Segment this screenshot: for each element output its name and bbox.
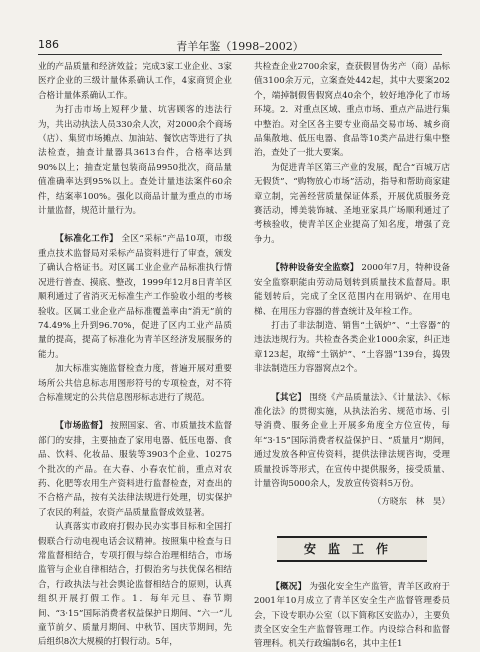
paragraph: 打击了非法制造、销售“土锅炉”、“土容器”的违法违规行为。共检查各类企业1000余家，纠正违章123起，取缔“土锅炉”、“土容器”139台，捣毁非法制造压力容器窝点2个。 [254, 320, 450, 375]
paragraph: 为促进青羊区第三产业的发展，配合“百城万店无假货”、“购物放心市场”活动，指导和帮助商家建章立制，完善经营质量保证体系，开展优质服务竞赛活动，博美装饰城、圣地亚家具广场顺利通过了考核验收，使青羊区企业提高了知名度，增强了竞争力。 [254, 162, 450, 245]
chapter-banner: 安监工作 [277, 536, 427, 562]
paragraph: 共检查企业2700余家，查获假冒伪劣产（商）品标值3100余万元，立案查处442起，其中大要案202个，端掉制假售假窝点40余个，较好地净化了市场环境。2．对重点区域、重点市场、重点产品进行集中整治。对全区各主要专业商品交易市场、城乡商品集散地、低压电器、食品等10类产品进行集中整治，查处了一批大要案。 [254, 62, 450, 159]
section-heading: 【概况】 [271, 581, 307, 592]
paragraph: 业的产品质量和经济效益；完成3家工业企业、3家医疗企业的三级计量体系确认工作，4家商贸企业合格计量体系确认工作。 [38, 62, 232, 101]
section-text: 2000年7月，特种设备安全监察职能由劳动局划转到质量技术监督局。职能划转后，完成了全区范围内在用锅炉、在用电梯、在用压力容器的普查统计及年检工作。 [254, 263, 450, 317]
section-standardization [38, 232, 232, 362]
running-title: 青羊年鉴（1998–2002） [176, 40, 304, 53]
section-heading: 【其它】 [271, 392, 307, 403]
paragraph: 加大标准实施监督检查力度，普遍开展对重要场所公共信息标志用图形符号的专项检查，对不符合标准规定的公共信息图形标志进行了规范。 [38, 364, 232, 403]
left-column [38, 60, 232, 650]
section-text: 围绕《产品质量法》、《计量法》、《标准化法》的贯彻实施，从执法治劣、规范市场、引导消费、服务企业上开展多角度全方位宣传，每年“3·15”国际消费者权益保护日、“质量月”期间，通过发放各种宣传资料，提供法律法规咨询，受理质量投诉等形式，在宣传中提供服务，接受质量、计量咨询5000余人，发放宣传资料5万份。 [254, 392, 450, 489]
section-special-equipment [254, 261, 450, 319]
page-number: 186 [38, 38, 59, 51]
author-credit: （方晓东 林 昊） [372, 497, 450, 508]
section-text: 为强化安全生产监管，青羊区政府于2001年10月成立了青羊区安全生产监督管理委员会，下设专职办公室（以下简称区安监办），主要负责全区安全生产监督管理工作。内设综合科和监督管理科。机关行政编制6名，其中主任1 [254, 581, 450, 650]
section-heading: 【市场监督】 [55, 421, 108, 432]
right-column [254, 60, 450, 652]
page-header [38, 32, 442, 55]
paragraph: 认真落实市政府打假办民办实事目标和全国打假联合行动电视电话会议精神。按照集中检查与日常监督相结合，专项打假与综合治理相结合，市场监管与企业自律相结合，打假治劣与扶优保名相结合，行政执法与社会舆论监督相结合的原则，认真组织开展打假工作。1．每年元旦、春节期间、“3·15”国际消费者权益保护日期间、“六一”儿童节前夕、质量月期间、中秋节、国庆节期间，先后组织8次大规模的打假行动。5年， [38, 522, 232, 648]
section-other [254, 391, 450, 492]
section-heading: 【特种设备安全监察】 [271, 263, 359, 274]
section-market-supervision [38, 419, 232, 520]
paragraph: 为打击市场上短秤少量、坑害顾客的违法行为，共出动执法人员330余人次，对2000余个商场（店）、集贸市场摊点、加油站、餐饮店等进行了执法检查，抽查计量器具3613台件，合格率达到90%以上；抽查定量包装商品9950批次，商品量值准确率达到95%以上。查处计量违法案件60余件，结案率100%。强化以商品计量为重点的市场计量监督，规范计量行为。 [38, 105, 232, 217]
section-overview [254, 580, 450, 652]
section-text: 全区“采标”产品10项，市级重点技术监督局对采标产品资料进行了审查，颁发了确认合格证书。对区属工业企业产品标准执行情况进行普查、摸底、整改，1999年12月8日青羊区顺利通过了省消灭无标准生产工作验收小组的考核验收。区属工业企业产品标准覆盖率由“消无”前的74.49%上升到96.70%，促进了区内工业产品质量的提高，提高了标准化为青羊区经济发展服务的能力。 [38, 234, 232, 360]
section-text: 按照国家、省、市质量技术监督部门的安排，主要抽查了家用电器、低压电器、食品、饮料、化妆品、服装等3903个企业、10275个批次的产品。在大春、小春农忙前，重点对农药、化肥等农用生产资料进行监督检查，对查出的不合格产品，按有关法律法规进行处理，切实保护了农民的利益，农资产品质量监督成效显著。 [38, 421, 232, 518]
section-heading: 【标准化工作】 [55, 234, 119, 245]
